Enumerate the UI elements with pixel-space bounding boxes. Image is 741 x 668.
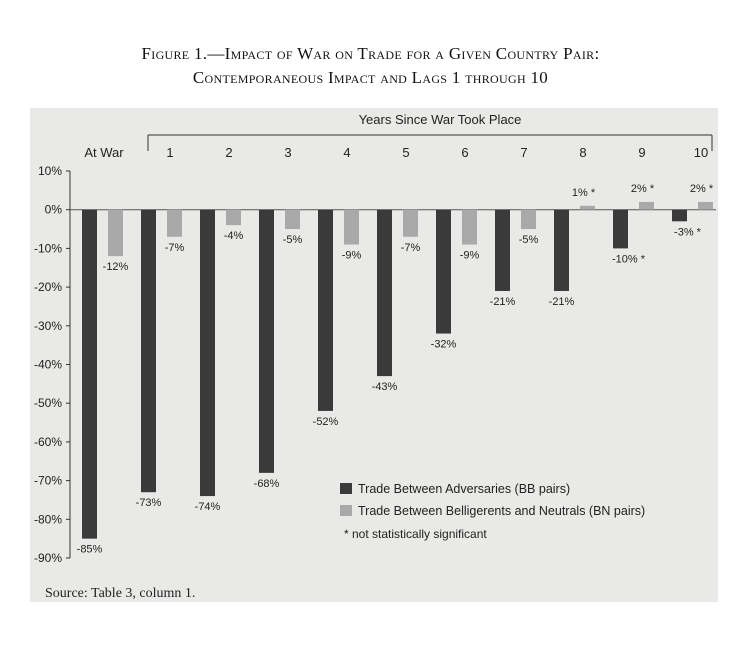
category-label: 9 — [638, 145, 646, 160]
bn-bar — [285, 210, 300, 229]
category-label: 6 — [461, 145, 469, 160]
y-tick-label: -60% — [33, 434, 62, 449]
bb-data-label: -21% — [489, 295, 516, 308]
legend-label-bn: Trade Between Belligerents and Neutrals (BN pairs) — [358, 504, 646, 518]
legend-footnote: * not statistically significant — [344, 527, 487, 541]
legend-label-bb: Trade Between Adversaries (BB pairs) — [358, 482, 571, 496]
bb-data-label: -32% — [430, 338, 457, 351]
bb-bar — [318, 210, 333, 411]
bb-data-label: -21% — [548, 295, 575, 308]
bb-bar — [436, 210, 451, 334]
source-note: Source: Table 3, column 1. — [45, 586, 196, 601]
bb-data-label: -10% * — [611, 253, 646, 266]
y-tick-label: -90% — [33, 551, 62, 565]
bn-data-label: 2% * — [689, 182, 714, 195]
category-label: 5 — [402, 145, 410, 160]
bb-data-label: -74% — [194, 501, 221, 514]
bn-bar — [226, 210, 241, 225]
bb-bar — [141, 210, 156, 493]
bn-data-label: -5% — [518, 234, 539, 247]
y-tick-label: -10% — [33, 241, 62, 256]
category-label: 4 — [343, 145, 351, 160]
bn-data-label: 1% * — [571, 186, 596, 199]
y-tick-label: -50% — [33, 396, 62, 411]
y-tick-label: -70% — [33, 473, 62, 488]
bn-data-label: -9% — [341, 249, 362, 262]
bn-data-label: -4% — [223, 230, 244, 243]
bn-data-label: -9% — [459, 249, 480, 262]
title-line-1: Figure 1.—Impact of War on Trade for a Given Country Pair: — [141, 44, 600, 63]
y-tick-label: -30% — [33, 318, 62, 333]
category-label: 10 — [693, 145, 709, 160]
y-tick-label: -80% — [33, 512, 62, 527]
bb-bar — [377, 210, 392, 376]
category-label: 7 — [520, 145, 528, 160]
bb-bar — [613, 210, 628, 249]
bn-bar — [108, 210, 123, 256]
bn-bar — [580, 206, 595, 210]
bb-data-label: -52% — [312, 415, 339, 428]
bn-data-label: 2% * — [630, 182, 655, 195]
bn-bar — [521, 210, 536, 229]
bb-data-label: -43% — [371, 381, 398, 394]
y-tick-label: -20% — [33, 280, 62, 295]
legend-swatch-bb — [340, 483, 352, 494]
bn-bar — [167, 210, 182, 237]
bb-bar — [82, 210, 97, 539]
bn-bar — [698, 202, 713, 210]
bb-bar — [672, 210, 687, 222]
category-label: 1 — [166, 145, 174, 160]
y-tick-label: -40% — [33, 357, 62, 372]
bb-bar — [200, 210, 215, 496]
bn-data-label: -7% — [400, 241, 421, 254]
bb-bar — [259, 210, 274, 473]
bn-data-label: -12% — [102, 261, 129, 274]
bn-bar — [344, 210, 359, 245]
category-label: At War — [84, 145, 124, 160]
bn-data-label: -7% — [164, 241, 185, 254]
bn-bar — [403, 210, 418, 237]
bn-data-label: -5% — [282, 234, 303, 247]
bb-data-label: -73% — [135, 497, 162, 510]
legend-swatch-bn — [340, 505, 352, 516]
category-label: 2 — [225, 145, 233, 160]
y-tick-label: 10% — [37, 164, 62, 178]
category-label: 8 — [579, 145, 587, 160]
bb-data-label: -68% — [253, 477, 280, 490]
bb-data-label: -3% * — [674, 226, 701, 239]
bn-bar — [639, 202, 654, 210]
category-label: 3 — [284, 145, 292, 160]
bb-bar — [495, 210, 510, 291]
bb-data-label: -85% — [76, 543, 103, 556]
y-tick-label: 0% — [44, 202, 62, 217]
bracket-label: Years Since War Took Place — [358, 112, 522, 127]
bb-bar — [554, 210, 569, 291]
bn-bar — [462, 210, 477, 245]
title-line-2: Contemporaneous Impact and Lags 1 through 10 — [192, 68, 549, 87]
